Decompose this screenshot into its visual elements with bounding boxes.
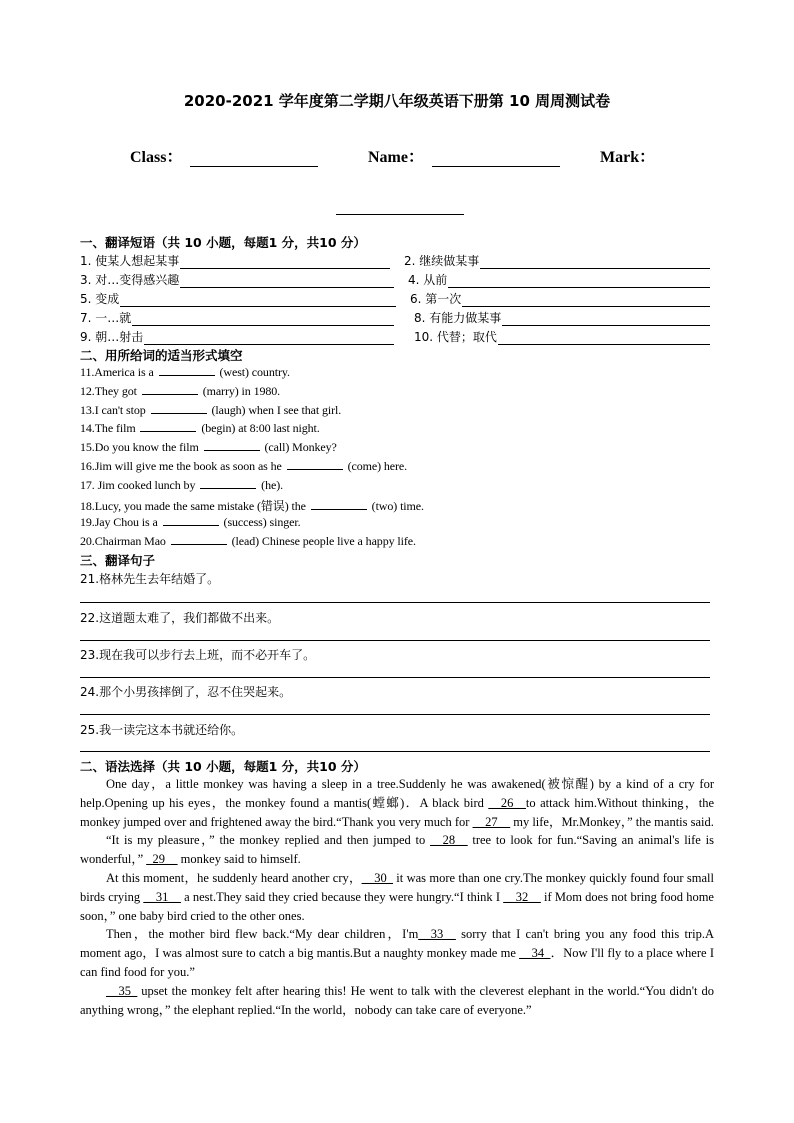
fill-prompt: 16.Jim will give me the book as soon as he xyxy=(80,459,282,473)
page-title: 2020-2021 学年度第二学期八年级英语下册第 10 周周测试卷 xyxy=(183,92,611,110)
section4-heading: 二、语法选择（共 10 小题，每题1 分，共10 分） xyxy=(80,759,366,774)
phrase-item[interactable] xyxy=(80,251,390,269)
phrase-prompt: 4. 从前 xyxy=(408,273,448,287)
answer-line[interactable] xyxy=(462,294,710,307)
reading-passage xyxy=(80,775,714,1019)
phrase-item[interactable] xyxy=(408,270,710,288)
blank-34[interactable]: __34_ xyxy=(519,946,551,961)
name-label: Name： xyxy=(368,149,424,166)
fill-item xyxy=(80,459,407,474)
fill-hint: (come) here. xyxy=(347,459,408,473)
section3-heading: 三、翻译句子 xyxy=(80,553,156,568)
fill-item xyxy=(80,515,301,530)
section1-heading: 一、翻译短语（共 10 小题，每题1 分，共10 分） xyxy=(80,235,366,250)
phrase-row xyxy=(80,270,712,288)
fill-blank[interactable] xyxy=(142,384,198,395)
translate-question: 21.格林先生去年结婚了。 xyxy=(80,572,220,586)
fill-prompt: 14.The film xyxy=(80,421,136,435)
fill-prompt: 11.America is a xyxy=(80,365,154,379)
blank-27[interactable]: __27__ xyxy=(472,814,511,829)
fill-blank[interactable] xyxy=(163,515,219,526)
answer-line[interactable] xyxy=(80,640,710,641)
fill-item xyxy=(80,365,290,380)
answer-line[interactable] xyxy=(180,275,394,288)
fill-hint: (begin) at 8:00 last night. xyxy=(201,421,320,435)
answer-line[interactable] xyxy=(80,714,710,715)
translate-question: 25.我一读完这本书就还给你。 xyxy=(80,723,244,737)
fill-hint: (two) time. xyxy=(371,499,424,513)
phrase-item[interactable] xyxy=(80,270,394,288)
name-field[interactable] xyxy=(368,144,560,167)
fill-blank[interactable] xyxy=(151,403,207,414)
phrase-item[interactable] xyxy=(80,308,394,326)
fill-item xyxy=(80,384,280,399)
fill-hint: (success) singer. xyxy=(223,515,301,529)
answer-line[interactable] xyxy=(180,256,390,269)
answer-line[interactable] xyxy=(448,275,710,288)
fill-prompt: 19.Jay Chou is a xyxy=(80,515,158,529)
fill-hint: (laugh) when I see that girl. xyxy=(211,403,342,417)
fill-prompt: 13.I can't stop xyxy=(80,403,146,417)
phrase-prompt: 8. 有能力做某事 xyxy=(414,311,502,325)
phrase-prompt: 2. 继续做某事 xyxy=(404,254,480,268)
fill-blank[interactable] xyxy=(311,499,367,510)
answer-line[interactable] xyxy=(498,332,710,345)
phrase-item[interactable] xyxy=(414,327,710,345)
blank-29[interactable]: _29__ xyxy=(146,852,178,867)
answer-line[interactable] xyxy=(480,256,710,269)
answer-line[interactable] xyxy=(80,677,710,678)
blank-33[interactable]: __33__ xyxy=(418,927,456,942)
phrase-prompt: 6. 第一次 xyxy=(410,292,462,306)
translate-question: 22.这道题太难了，我们都做不出来。 xyxy=(80,611,280,625)
fill-prompt: 20.Chairman Mao xyxy=(80,534,166,548)
fill-hint: (he). xyxy=(261,478,283,492)
fill-blank[interactable] xyxy=(287,459,343,470)
fill-blank[interactable] xyxy=(159,365,215,376)
fill-item xyxy=(80,421,320,436)
fill-prompt: 18.Lucy, you made the same mistake (错误) the xyxy=(80,499,306,513)
translate-question: 24.那个小男孩摔倒了，忍不住哭起来。 xyxy=(80,685,292,699)
passage-paragraph: “It is my pleasure，” the monkey replied and then jumped to __28__ tree to look for fun.“Saving an animal's life is wonderful，” _29__ monkey said to himself. xyxy=(80,833,714,867)
phrase-item[interactable] xyxy=(80,327,394,345)
fill-blank[interactable] xyxy=(140,421,196,432)
phrase-row xyxy=(80,327,712,345)
blank-35[interactable]: __35_ xyxy=(106,983,138,998)
phrase-item[interactable] xyxy=(410,289,710,307)
class-field[interactable] xyxy=(130,144,318,167)
passage-paragraph: __35_ upset the monkey felt after hearing this! He went to talk with the cleverest elephant in the world.“You didn't do anything wrong，” the elephant replied.“In the world，nobody can take care of everyone.” xyxy=(80,983,714,1017)
blank-31[interactable]: __31__ xyxy=(143,889,181,904)
fill-item xyxy=(80,497,424,514)
passage-paragraph: Then，the mother bird flew back.“My dear children，I'm__33__ sorry that I can't bring you any food this trip.A moment ago，I was almost sure to catch a big mantis.But a naughty monkey made me __34_．Now I'll fly to a place where I can find food for you.” xyxy=(80,927,714,979)
phrase-prompt: 7. 一…就 xyxy=(80,311,132,325)
phrase-item[interactable] xyxy=(414,308,710,326)
phrase-prompt: 10. 代替；取代 xyxy=(414,330,497,344)
fill-prompt: 12.They got xyxy=(80,384,137,398)
fill-item xyxy=(80,478,283,493)
class-blank[interactable] xyxy=(190,150,318,167)
passage-paragraph: At this moment，he suddenly heard another cry，__30_ it was more than one cry.The monkey quickly found four small birds crying __31__ a nest.They said they cried because they were hungry.“I think I __32__ if Mom does not bring food home soon，” one baby bird cried to the other ones. xyxy=(80,870,714,923)
fill-hint: (lead) Chinese people live a happy life. xyxy=(231,534,416,548)
answer-line[interactable] xyxy=(132,313,394,326)
fill-item xyxy=(80,403,341,418)
fill-blank[interactable] xyxy=(204,440,260,451)
blank-32[interactable]: __32__ xyxy=(503,889,541,904)
phrase-prompt: 1. 使某人想起某事 xyxy=(80,254,180,268)
fill-hint: (west) country. xyxy=(219,365,290,379)
phrase-prompt: 5. 变成 xyxy=(80,292,120,306)
fill-blank[interactable] xyxy=(171,534,227,545)
answer-line[interactable] xyxy=(502,313,710,326)
phrase-row xyxy=(80,289,712,307)
mark-field xyxy=(600,144,655,167)
phrase-prompt: 9. 朝…射击 xyxy=(80,330,144,344)
fill-hint: (marry) in 1980. xyxy=(202,384,281,398)
blank-28[interactable]: __28__ xyxy=(430,833,468,848)
mark-blank[interactable] xyxy=(336,214,464,215)
name-blank[interactable] xyxy=(432,150,560,167)
passage-paragraph: One day，a little monkey was having a sleep in a tree.Suddenly he was awakened(被惊醒) by a kind of a cry for help.Opening up his eyes，the monkey found a mantis(螳螂)．A black bird __26__to attack him.Without thinking，the monkey jumped over and frightened away the bird.“Thank you very much for __27__ my life，Mr.Monkey，” the mantis said. xyxy=(80,777,714,829)
fill-blank[interactable] xyxy=(200,478,256,489)
answer-line[interactable] xyxy=(80,751,710,752)
answer-line[interactable] xyxy=(120,294,396,307)
fill-item xyxy=(80,534,416,549)
phrase-item[interactable] xyxy=(404,251,710,269)
blank-26[interactable]: __26__ xyxy=(488,795,526,810)
fill-item xyxy=(80,440,337,455)
phrase-row xyxy=(80,308,712,326)
phrase-item[interactable] xyxy=(80,289,396,307)
fill-prompt: 15.Do you know the film xyxy=(80,440,199,454)
fill-prompt: 17. Jim cooked lunch by xyxy=(80,478,196,492)
translate-question: 23.现在我可以步行去上班，而不必开车了。 xyxy=(80,648,316,662)
fill-hint: (call) Monkey? xyxy=(264,440,337,454)
class-label: Class： xyxy=(130,149,183,166)
section2-heading: 二、用所给词的适当形式填空 xyxy=(80,348,243,363)
answer-line[interactable] xyxy=(144,332,394,345)
phrase-row xyxy=(80,251,712,269)
mark-label: Mark： xyxy=(600,149,656,166)
answer-line[interactable] xyxy=(80,602,710,603)
phrase-prompt: 3. 对…变得感兴趣 xyxy=(80,273,180,287)
blank-30[interactable]: __30_ xyxy=(361,870,393,885)
